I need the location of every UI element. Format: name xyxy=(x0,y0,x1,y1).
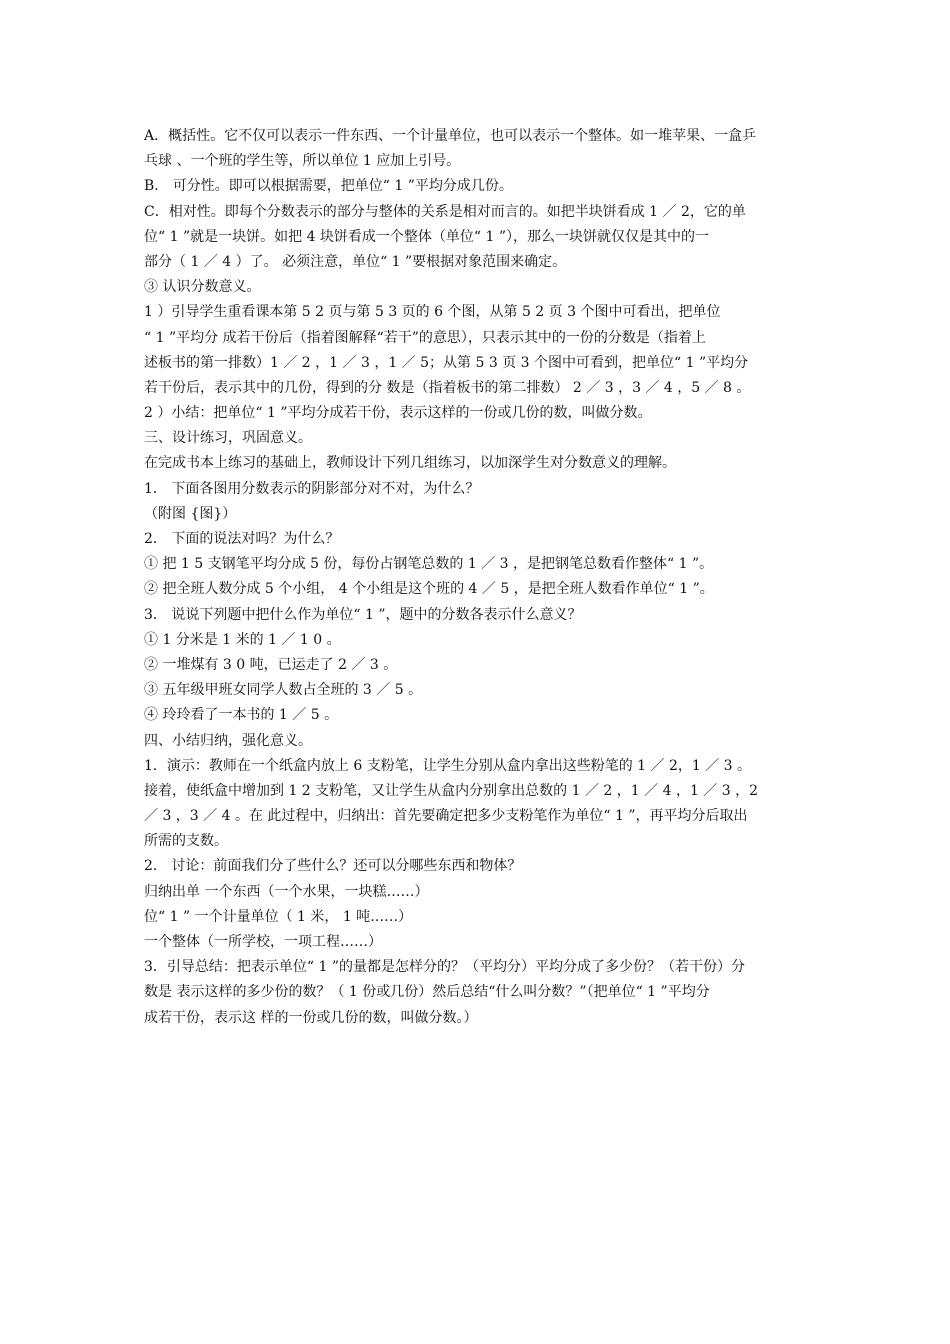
text-line: ／ 3 ，3 ／ 4 。在 此过程中，归纳出：首先要确定把多少支粉笔作为单位“ 1 ”，再平均分后取出 xyxy=(144,808,748,825)
text-line: 2． 下面的说法对吗？为什么？ xyxy=(144,531,340,547)
text-line: ③ 五年级甲班女同学人数占全班的 3 ／ 5 。 xyxy=(144,682,423,699)
text-line: 1 ）引导学生重看课本第 5 2 页与第 5 3 页的 6 个图，从第 5 2 页 3 个图中可看出，把单位 xyxy=(144,304,721,321)
text-line: 所需的支数。 xyxy=(144,833,228,850)
text-line: 接着，使纸盒中增加到 1 2 支粉笔，又让学生从盒内分别拿出总数的 1 ／ 2 ，1 ／ 4 ，1 ／ 3 ，2 xyxy=(144,782,759,799)
text-line: 成若干份，表示这 样的一份或几份的数，叫做分数。） xyxy=(144,1009,478,1026)
document-body xyxy=(144,124,812,1031)
text-line: 述板书的第一排数）1 ／ 2 ，1 ／ 3 ，1 ／ 5；从第 5 3 页 3 个图中可看到，把单位“ 1 ”平均分 xyxy=(144,354,749,371)
text-line: 2 ）小结：把单位“ 1 ”平均分成若干份，表示这样的一份或几份的数，叫做分数。 xyxy=(144,405,652,422)
text-line: 四、小结归纳，强化意义。 xyxy=(144,732,312,749)
text-line: A．概括性。它不仅可以表示一件东西、一个计量单位，也可以表示一个整体。如一堆苹果、一盒乒 xyxy=(144,128,757,144)
text-line: 位“ 1 ” 一个计量单位（ 1 米， 1 吨……） xyxy=(144,908,413,925)
text-line: 3．引导总结：把表示单位“ 1 ”的量都是怎样分的？（平均分）平均分成了多少份？（若干份）分 xyxy=(144,959,746,976)
text-line: 部分（ 1 ／ 4 ）了。 必须注意，单位“ 1 ”要根据对象范围来确定。 xyxy=(144,253,567,270)
text-line: ② 把全班人数分成 5 个小组， 4 个小组是这个班的 4 ／ 5 ，是把全班人数看作单位“ 1 ”。 xyxy=(144,581,714,598)
text-line: 三、设计练习，巩固意义。 xyxy=(144,430,312,447)
text-line: 在完成书本上练习的基础上，教师设计下列几组练习，以加深学生对分数意义的理解。 xyxy=(144,455,676,472)
text-line: 若干份后，表示其中的几份，得到的分 数是（指着板书的第二排数） 2 ／ 3 ，3 ／ 4 ，5 ／ 8 。 xyxy=(144,379,751,396)
text-line: 1． 下面各图用分数表示的阴影部分对不对，为什么？ xyxy=(144,480,480,497)
text-line: 3． 说说下列题中把什么作为单位“ 1 ”，题中的分数各表示什么意义？ xyxy=(144,606,582,623)
text-line: 位“ 1 ”就是一块饼。如把 4 块饼看成一个整体（单位“ 1 ”），那么一块饼就仅仅是其中的一 xyxy=(144,228,710,245)
text-line: ③ 认识分数意义。 xyxy=(144,279,261,296)
text-line: ① 把 1 5 支钢笔平均分成 5 份，每份占钢笔总数的 1 ／ 3 ，是把钢笔总数看作整体“ 1 ”。 xyxy=(144,556,714,573)
text-line: ② 一堆煤有 3 0 吨，已运走了 2 ／ 3 。 xyxy=(144,656,398,673)
text-line: 1．演示：教师在一个纸盒内放上 6 支粉笔，让学生分别从盒内拿出这些粉笔的 1 ／ 2，1 ／ 3 。 xyxy=(144,757,752,774)
text-line: 一个整体（一所学校，一项工程……） xyxy=(144,934,382,950)
text-line: 数是 表示这样的多少份的数？（ 1 份或几份）然后总结“什么叫分数？”（把单位“ 1 ”平均分 xyxy=(144,984,710,1001)
text-line: “ 1 ”平均分 成若干份后（指着图解释“若干”的意思），只表示其中的一份的分数是（指着上 xyxy=(144,329,706,346)
text-line: B． 可分性。即可以根据需要，把单位“ 1 ”平均分成几份。 xyxy=(144,178,513,195)
text-line: （附图 {图}） xyxy=(144,505,237,522)
text-line: 2． 讨论：前面我们分了些什么？还可以分哪些东西和物体？ xyxy=(144,858,522,875)
text-line: ④ 玲玲看了一本书的 1 ／ 5 。 xyxy=(144,707,339,724)
text-line: 乓球 、一个班的学生等，所以单位 1 应加上引号。 xyxy=(144,153,461,170)
text-line: ① 1 分米是 1 米的 1 ／ 1 0 。 xyxy=(144,631,341,648)
text-line: 归纳出单 一个东西（一个水果，一块糕……） xyxy=(144,883,429,900)
text-line: C．相对性。即每个分数表示的部分与整体的关系是相对而言的。如把半块饼看成 1 ／ 2，它的单 xyxy=(144,203,746,220)
